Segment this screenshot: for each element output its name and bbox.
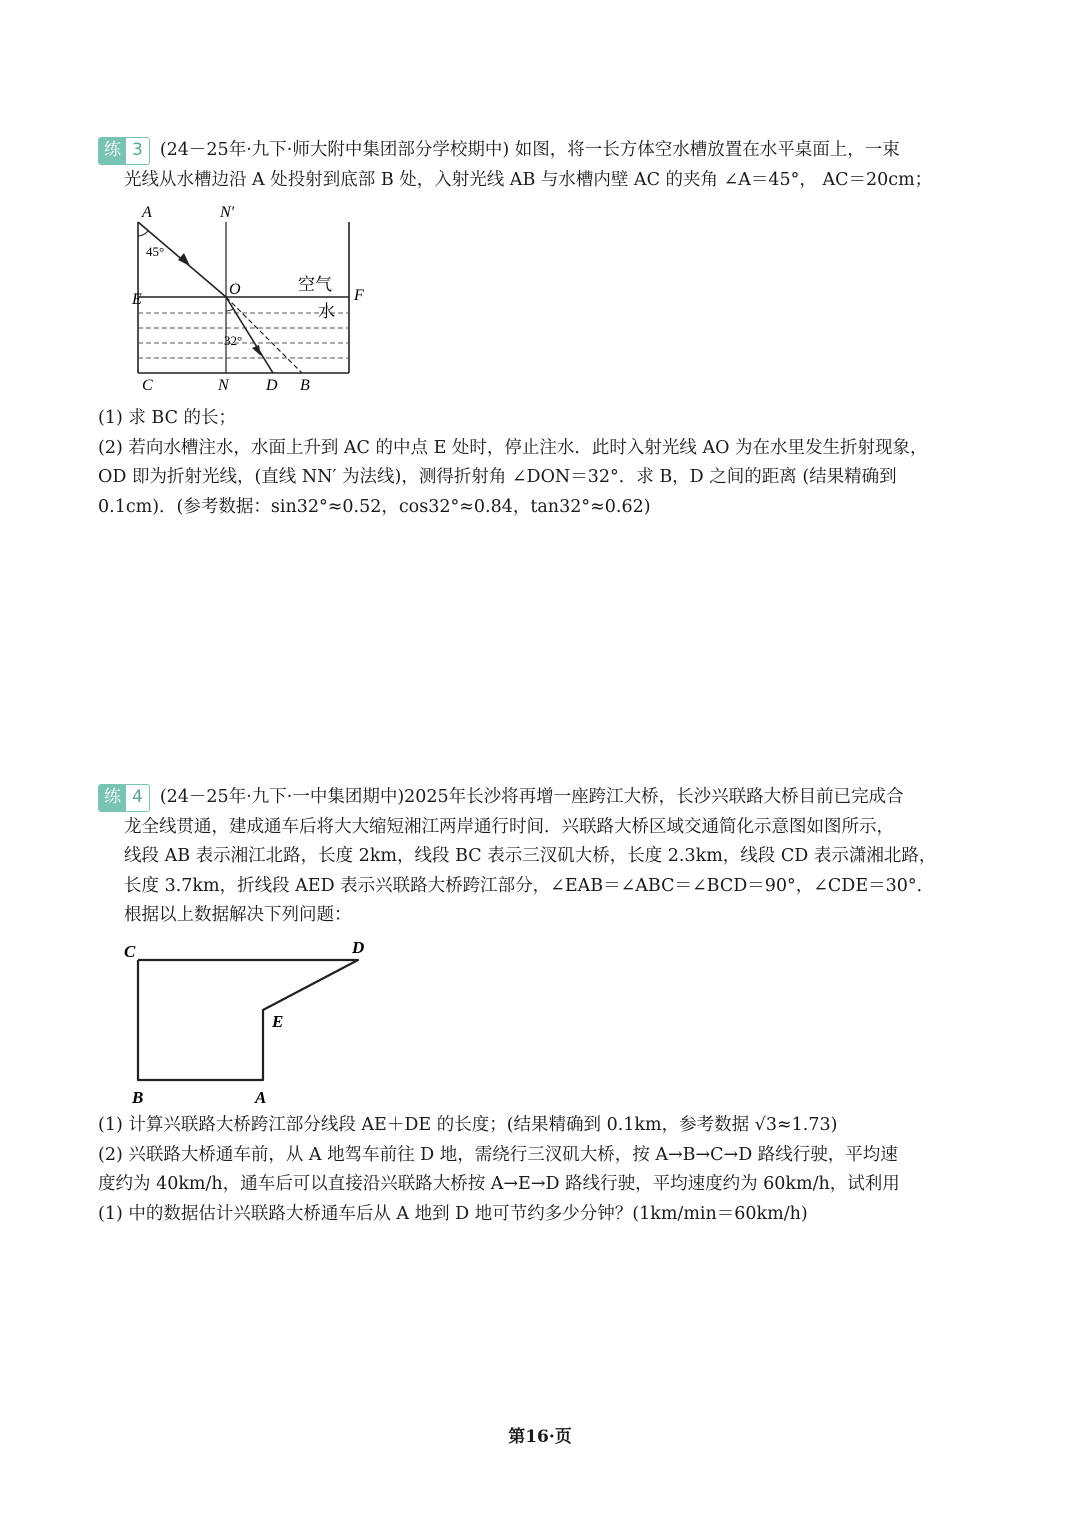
problem-4-question-2: (2) 兴联路大桥通车前，从 A 地驾车前往 D 地，需绕行三汊矶大桥，按 A→B→C→D 路线行驶，平均速 — [98, 1144, 898, 1165]
problem-4-line-4: 长度 3.7km，折线段 AED 表示兴联路大桥跨江部分，∠EAB＝∠ABC＝∠BCD＝90°，∠CDE＝30°． — [124, 875, 935, 896]
label-C: C — [142, 377, 153, 394]
label-angle-32: 32° — [224, 333, 243, 348]
problem-3-question-2: (2) 若向水槽注水，水面上升到 AC 的中点 E 处时，停止注水．此时入射光线 AO 为在水里发生折射现象， — [98, 437, 928, 458]
problem-4-line-1: 练 4 (24－25年·九下·一中集团期中)2025年长沙将再增一座跨江大桥，长沙兴联路大桥目前已完成合 — [98, 783, 978, 813]
problem-4-line-3: 线段 AB 表示湘江北路，长度 2km，线段 BC 表示三汊矶大桥，长度 2.3km，线段 CD 表示潇湘北路， — [124, 846, 937, 866]
label-O: O — [229, 281, 241, 298]
problem-4-line-5: 根据以上数据解决下列问题： — [124, 905, 352, 925]
label-N: N — [218, 377, 229, 394]
label-D: D — [352, 938, 365, 957]
label-air: 空气 — [298, 275, 332, 294]
problem-4-question-2-cont2: (1) 中的数据估计兴联路大桥通车后从 A 地到 D 地可节约多少分钟？(1km/min＝60km/h) — [98, 1203, 808, 1224]
label-F: F — [354, 287, 364, 304]
problem-4-questions — [98, 1111, 978, 1229]
label-E: E — [272, 1012, 284, 1031]
problem-badge: 练 3 — [98, 137, 150, 165]
water-tank-diagram — [118, 200, 378, 400]
problem-3-questions — [98, 404, 978, 522]
problem-3-question-2-cont: OD 即为折射光线，(直线 NN′ 为法线)，测得折射角 ∠DON＝32°．求 B，D 之间的距离 (结果精确到 — [98, 467, 897, 487]
problem-4-question-2-cont: 度约为 40km/h，通车后可以直接沿兴联路大桥按 A→E→D 路线行驶，平均速度约为 60km/h，试利用 — [98, 1174, 900, 1194]
label-angle-45: 45° — [146, 244, 165, 259]
problem-3 — [98, 136, 978, 195]
label-N-prime: N′ — [220, 204, 235, 221]
problem-4-figure — [118, 935, 388, 1114]
label-A: A — [255, 1088, 267, 1107]
problem-3-question-2-cont2: 0.1cm)．(参考数据：sin32°≈0.52，cos32°≈0.84，tan32°≈0.62) — [98, 496, 651, 517]
problem-3-figure — [118, 200, 378, 404]
label-B: B — [300, 377, 310, 394]
label-B: B — [132, 1088, 144, 1107]
bridge-route-diagram — [118, 935, 388, 1110]
problem-3-line-1: 练 3 (24－25年·九下·师大附中集团部分学校期中) 如图，将一长方体空水槽放置在水平桌面上，一束 — [98, 136, 978, 166]
label-C: C — [124, 942, 136, 961]
problem-badge: 练 4 — [98, 784, 150, 812]
label-E: E — [132, 291, 142, 308]
page-number: 第16·页 — [508, 1427, 572, 1447]
label-A: A — [142, 204, 152, 221]
problem-4-question-1: (1) 计算兴联路大桥跨江部分线段 AE＋DE 的长度；(结果精确到 0.1km，参考数据 √3≈1.73) — [98, 1115, 838, 1135]
problem-3-question-1: (1) 求 BC 的长； — [98, 408, 237, 428]
label-D: D — [266, 377, 278, 394]
problem-4-line-2: 龙全线贯通，建成通车后将大大缩短湘江两岸通行时间．兴联路大桥区域交通简化示意图如图所示， — [124, 816, 894, 837]
problem-3-line-2: 光线从水槽边沿 A 处投射到底部 B 处，入射光线 AB 与水槽内壁 AC 的夹角 ∠A＝45°， AC＝20cm； — [124, 169, 933, 190]
label-water: 水 — [318, 302, 335, 321]
problem-4 — [98, 783, 978, 931]
